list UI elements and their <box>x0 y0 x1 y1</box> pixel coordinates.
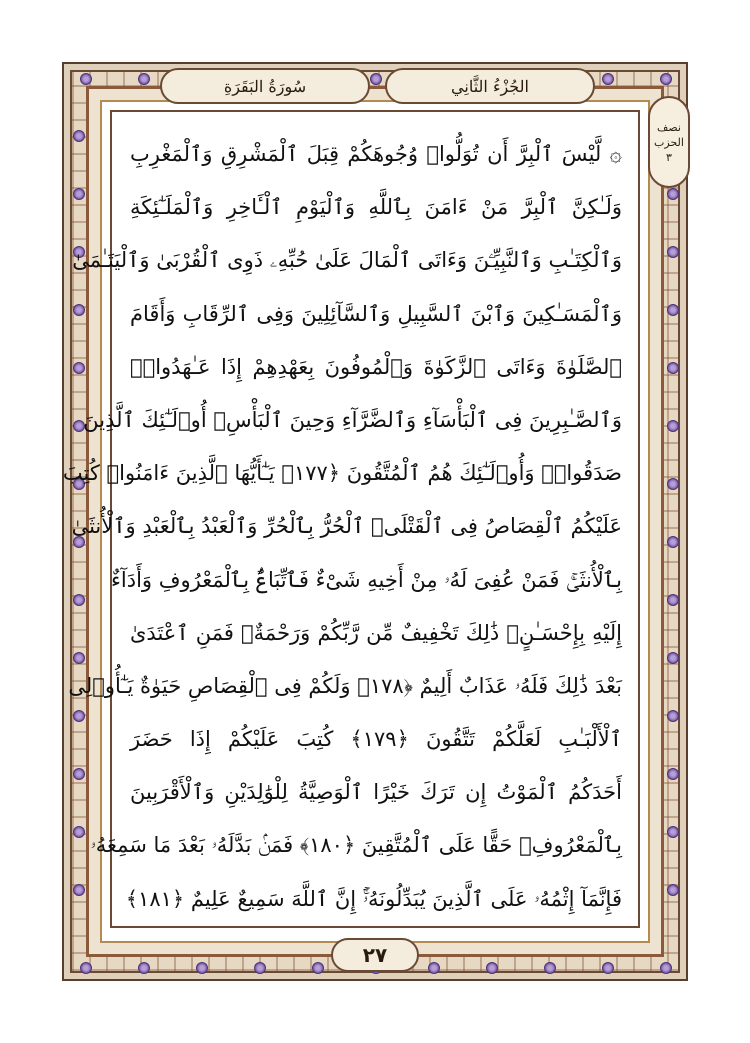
ornament-flower <box>667 884 679 896</box>
text-line: ۞ لَّيْسَ ٱلْبِرَّ أَن تُوَلُّوا۟ وُجُوهَكُمْ قِبَلَ ٱلْمَشْرِقِ وَٱلْمَغْرِبِ <box>130 142 622 166</box>
juz-name-cartouche <box>385 68 595 104</box>
ornament-flower <box>602 73 614 85</box>
text-line: بِٱلْأُنثَىٰۚ فَمَنْ عُفِىَ لَهُۥ مِنْ أَخِيهِ شَىْءٌ فَٱتِّبَاعٌۢ بِٱلْمَعْرُوفِ وَأَدَآءٌ <box>111 567 622 592</box>
ornament-flower <box>196 962 208 974</box>
juz-name: الجُزْءُ الثَّانِي <box>451 76 529 96</box>
ornament-flower <box>73 188 85 200</box>
text-line: صَدَقُوا۟ۖ وَأُو۟لَـٰٓئِكَ هُمُ ٱلْمُتَّقُونَ ﴿١٧٧﴾ يَـٰٓأَيُّهَا ٱلَّذِينَ ءَامَنُوا۟ كُتِبَ <box>62 461 622 486</box>
ornament-flower <box>73 826 85 838</box>
text-line: عَلَيْكُمُ ٱلْقِصَاصُ فِى ٱلْقَتْلَىۖ ٱلْحُرُّ بِٱلْحُرِّ وَٱلْعَبْدُ بِٱلْعَبْدِ وَٱلْأُنثَىٰ <box>71 514 622 539</box>
ornament-flower <box>80 962 92 974</box>
text-line: وَٱلصَّـٰبِرِينَ فِى ٱلْبَأْسَآءِ وَٱلضَّرَّآءِ وَحِينَ ٱلْبَأْسِۗ أُو۟لَـٰٓئِكَ ٱلَّذِينَ <box>83 407 622 432</box>
surah-name: سُورَةُ البَقَرَةِ <box>223 76 307 96</box>
ornament-flower <box>138 73 150 85</box>
page-number-cartouche <box>331 938 419 972</box>
ornament-flower <box>73 884 85 896</box>
ornament-flower <box>660 73 672 85</box>
ornament-flower <box>667 826 679 838</box>
hizb-marker-line3: ٣ <box>666 150 672 164</box>
ornament-flower <box>486 962 498 974</box>
text-line: إِلَيْهِ بِإِحْسَـٰنٍۗ ذَٰلِكَ تَخْفِيفٌ مِّن رَّبِّكُمْ وَرَحْمَةٌۗ فَمَنِ ٱعْتَدَىٰ <box>130 620 622 645</box>
text-line: وَٱلْمَسَـٰكِينَ وَٱبْنَ ٱلسَّبِيلِ وَٱلسَّآئِلِينَ وَفِى ٱلرِّقَابِ وَأَقَامَ <box>130 301 622 326</box>
hizb-marker-line2: الحزب <box>654 135 684 149</box>
ornament-flower <box>312 962 324 974</box>
ornament-flower <box>667 188 679 200</box>
ornament-flower <box>667 304 679 316</box>
ornament-flower <box>73 362 85 374</box>
text-line: فَإِنَّمَآ إِثْمُهُۥ عَلَى ٱلَّذِينَ يُبَدِّلُونَهُۥٓۚ إِنَّ ٱللَّهَ سَمِيعٌ عَلِيمٌ ﴿١٨١﴾ <box>125 886 622 911</box>
ornament-flower <box>602 962 614 974</box>
ornament-flower <box>667 420 679 432</box>
ornament-flower <box>667 710 679 722</box>
ornament-flower <box>660 962 672 974</box>
ornament-flower <box>254 962 266 974</box>
ornament-flower <box>80 73 92 85</box>
ornament-flower <box>73 304 85 316</box>
ornament-flower <box>667 246 679 258</box>
ornament-flower <box>370 73 382 85</box>
ornament-flower <box>73 768 85 780</box>
ornament-flower <box>73 130 85 142</box>
text-line: وَلَـٰكِنَّ ٱلْبِرَّ مَنْ ءَامَنَ بِٱللَّهِ وَٱلْيَوْمِ ٱلْـَٔاخِرِ وَٱلْمَلَـٰٓئِكَةِ <box>130 195 622 220</box>
quran-text <box>62 128 623 920</box>
text-line: بِٱلْمَعْرُوفِۖ حَقًّا عَلَى ٱلْمُتَّقِينَ ﴿١٨٠﴾ فَمَنۢ بَدَّلَهُۥ بَعْدَ مَا سَمِعَهُۥ <box>90 833 622 858</box>
page-number: ٢٧ <box>362 943 388 967</box>
hizb-marker <box>648 96 690 188</box>
ornament-flower <box>138 962 150 974</box>
ornament-flower <box>73 594 85 606</box>
surah-name-cartouche <box>160 68 370 104</box>
text-line: بَعْدَ ذَٰلِكَ فَلَهُۥ عَذَابٌ أَلِيمٌ ﴿١٧٨﴾ وَلَكُمْ فِى ٱلْقِصَاصِ حَيَوٰةٌ يَـٰٓأُو۟لِى <box>68 673 622 698</box>
text-line: ٱلْأَلْبَـٰبِ لَعَلَّكُمْ تَتَّقُونَ ﴿١٧٩﴾ كُتِبَ عَلَيْكُمْ إِذَا حَضَرَ <box>130 727 623 752</box>
ornament-flower <box>667 478 679 490</box>
ornament-flower <box>544 962 556 974</box>
text-line: ٱلصَّلَوٰةَ وَءَاتَى ٱلزَّكَوٰةَ وَٱلْمُوفُونَ بِعَهْدِهِمْ إِذَا عَـٰهَدُوا۟ۖ <box>130 354 622 379</box>
text-line: أَحَدَكُمُ ٱلْمَوْتُ إِن تَرَكَ خَيْرًا ٱلْوَصِيَّةُ لِلْوَٰلِدَيْنِ وَٱلْأَقْرَبِينَ <box>130 780 622 805</box>
ornament-flower <box>428 962 440 974</box>
ornament-flower <box>667 652 679 664</box>
ornament-flower <box>667 536 679 548</box>
ornament-flower <box>667 594 679 606</box>
hizb-marker-line1: نصف <box>657 120 681 134</box>
text-line: وَٱلْكِتَـٰبِ وَٱلنَّبِيِّـۧنَ وَءَاتَى ٱلْمَالَ عَلَىٰ حُبِّهِۦ ذَوِى ٱلْقُرْبَىٰ وَٱلْيَتَـٰمَىٰ <box>72 248 622 273</box>
ornament-flower <box>667 362 679 374</box>
ornament-flower <box>667 768 679 780</box>
